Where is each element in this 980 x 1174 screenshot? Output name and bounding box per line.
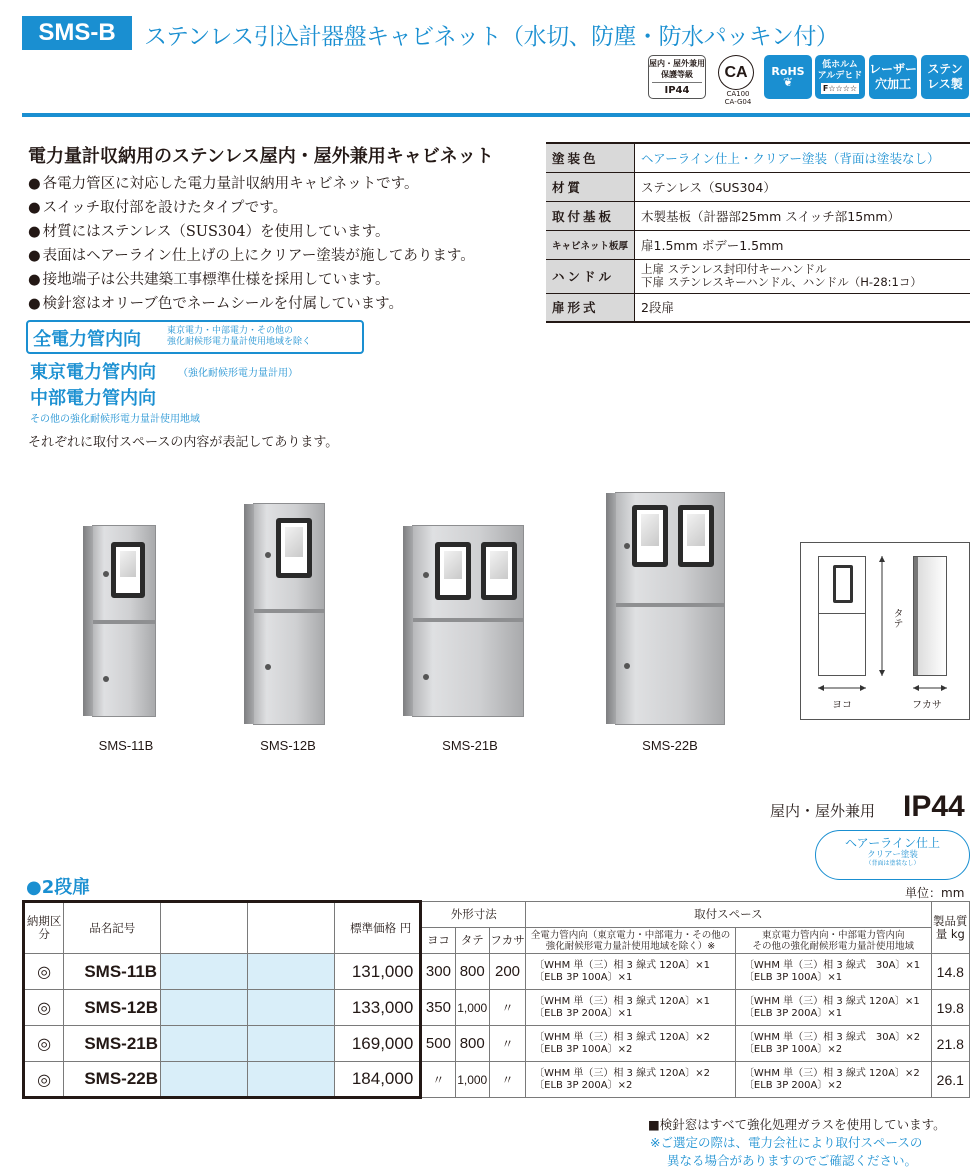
door-split — [413, 618, 523, 622]
col-space-all — [526, 928, 736, 954]
spec-key: 扉形式 — [546, 293, 635, 322]
blank-cell — [161, 990, 248, 1026]
blank-cell — [247, 1062, 334, 1098]
meter-window — [678, 505, 714, 567]
keyhole-icon — [624, 543, 630, 549]
table-row — [24, 1062, 970, 1098]
model-code: SMS-12B — [64, 990, 161, 1026]
price: 169,000 — [334, 1026, 421, 1062]
product-caption: SMS-12B — [260, 738, 316, 753]
blank-cell — [161, 954, 248, 990]
section-title: ●2段扉 — [26, 877, 91, 898]
spec-value: 扉1.5mm ボデー1.5mm — [635, 230, 970, 259]
col-space-tokyo — [735, 928, 931, 954]
delivery-mark: ◎ — [24, 1062, 64, 1098]
col-space: 取付スペース — [526, 902, 931, 928]
col-space-all-line: 強化耐候形電力量計使用地域を除く）※ — [545, 940, 716, 952]
space-line: 〔WHM 単（三）相 3 線式 120A〕×2 — [534, 1031, 710, 1043]
blank-cell — [161, 1026, 248, 1062]
formaldehyde-badge — [815, 55, 865, 99]
space-line: 〔WHM 単（三）相 3 線式 30A〕×2 — [743, 1031, 921, 1043]
cabinet-side — [403, 526, 413, 716]
spec-value — [635, 259, 970, 293]
space-all — [526, 1062, 736, 1098]
spec-value-line: 下扉 ステンレスキーハンドル、ハンドル（H-28:1コ） — [641, 275, 922, 289]
dimension-lines — [800, 542, 970, 720]
spec-value: 2段扉 — [635, 293, 970, 322]
dim-fukasa: 200 — [489, 954, 525, 990]
dim-fukasa: 〃 — [489, 990, 525, 1026]
feature-list — [28, 172, 475, 316]
door-split — [616, 603, 724, 607]
col-dims: 外形寸法 — [421, 902, 526, 928]
ca-cert-badge — [712, 55, 760, 105]
product-table — [22, 900, 970, 1099]
table-row — [24, 990, 970, 1026]
keyhole-icon — [624, 663, 630, 669]
spec-row — [546, 201, 970, 230]
space-tokyo — [735, 990, 931, 1026]
cabinet-side — [83, 526, 93, 716]
weight: 26.1 — [931, 1062, 969, 1098]
space-line: 〔WHM 単（三）相 3 線式 30A〕×1 — [743, 959, 921, 971]
col-model: 品名記号 — [64, 902, 161, 954]
ca-sub2: CA-G04 — [724, 97, 752, 106]
spec-row — [546, 143, 970, 172]
col-space-tokyo-line: 東京電力管内向・中部電力管内向 — [761, 929, 905, 941]
meter-window — [111, 542, 145, 598]
dim-yoko: 350 — [421, 990, 455, 1026]
finish-badge — [815, 830, 970, 880]
ca-sub1: CA100 — [726, 89, 750, 98]
space-line: 〔WHM 単（三）相 3 線式 120A〕×2 — [534, 1067, 710, 1079]
jurisdiction-chubu: 中部電力管内向 — [30, 388, 156, 409]
usage-label: 屋内・屋外兼用 — [770, 802, 876, 820]
stain-label-2: レス製 — [927, 77, 963, 91]
feature-item: ● スイッチ取付部を設けたタイプです。 — [28, 196, 475, 220]
rohs-label: RoHS — [771, 65, 805, 78]
dim-tate: 1,000 — [455, 990, 489, 1026]
col-space-all-line: 全電力管内向（東京電力・中部電力・その他の — [530, 929, 731, 941]
cabinet-side — [606, 493, 616, 724]
space-all — [526, 990, 736, 1026]
dim-yoko: 〃 — [421, 1062, 455, 1098]
space-tokyo — [735, 954, 931, 990]
meter-window — [276, 518, 312, 578]
meter-window — [632, 505, 668, 567]
dim-yoko: 500 — [421, 1026, 455, 1062]
space-line: 〔WHM 単（三）相 3 線式 120A〕×2 — [743, 1067, 920, 1079]
jurisdiction-all-note-line: 東京電力・中部電力・その他の — [167, 326, 294, 336]
lead-heading: 電力量計収納用のステンレス屋内・屋外兼用キャビネット — [28, 146, 494, 167]
dim-tate: 800 — [455, 1026, 489, 1062]
jurisdiction-all-note — [167, 326, 311, 348]
blank-cell — [247, 1026, 334, 1062]
keyhole-icon — [103, 571, 109, 577]
leaf-icon: ❦ — [782, 75, 794, 89]
product-image-sms-12b — [253, 503, 325, 725]
dim-tate: 1,000 — [455, 1062, 489, 1098]
dim-fukasa: 〃 — [489, 1062, 525, 1098]
ip-badge-top: 屋内・屋外兼用 — [649, 59, 705, 68]
space-tokyo — [735, 1062, 931, 1098]
delivery-mark: ◎ — [24, 990, 64, 1026]
space-line: 〔ELB 3P 200A〕×2 — [743, 1079, 843, 1091]
product-image-sms-11b — [92, 525, 156, 717]
jurisdiction-tokyo: 東京電力管内向 — [30, 362, 156, 383]
jurisdiction-all-note-line: 強化耐候形電力量計使用地域を除く — [167, 337, 312, 347]
space-line: 〔WHM 単（三）相 3 線式 120A〕×1 — [743, 995, 920, 1007]
jurisdiction-all: 全電力管内向 — [33, 329, 141, 350]
door-split — [254, 609, 324, 613]
table-row — [24, 1026, 970, 1062]
space-line: 〔ELB 3P 100A〕×1 — [743, 971, 843, 983]
spec-value: ステンレス（SUS304） — [635, 172, 970, 201]
model-code: SMS-21B — [64, 1026, 161, 1062]
feature-item: ● 検針窓はオリーブ色でネームシールを付属しています。 — [28, 292, 475, 316]
spec-key: 塗装色 — [546, 143, 635, 172]
meter-window — [481, 542, 517, 600]
keyhole-icon — [423, 674, 429, 680]
stain-label-1: ステン — [927, 62, 963, 76]
space-line: 〔ELB 3P 200A〕×2 — [534, 1079, 633, 1091]
model-code: SMS-22B — [64, 1062, 161, 1098]
col-delivery: 納期区分 — [24, 902, 64, 954]
blank-cell — [161, 1062, 248, 1098]
space-line: 〔ELB 3P 100A〕×1 — [534, 971, 633, 983]
col-tate: タテ — [455, 928, 489, 954]
dim-yoko-label: ヨコ — [832, 700, 852, 711]
price: 133,000 — [334, 990, 421, 1026]
dim-yoko: 300 — [421, 954, 455, 990]
jurisdiction-tokyo-note: （強化耐候形電力量計用） — [178, 368, 298, 379]
jurisdiction-chubu-note: その他の強化耐候形電力量計使用地域 — [30, 414, 200, 425]
space-note: それぞれに取付スペースの内容が表記してあります。 — [28, 435, 339, 450]
weight: 14.8 — [931, 954, 969, 990]
space-line: 〔ELB 3P 100A〕×2 — [534, 1043, 633, 1055]
rohs-badge — [764, 55, 812, 99]
keyhole-icon — [265, 552, 271, 558]
meter-window — [435, 542, 471, 600]
col-weight: 製品質量 kg — [931, 902, 969, 954]
laser-label-2: 穴加工 — [874, 77, 911, 91]
spec-row — [546, 259, 970, 293]
dim-tate: 800 — [455, 954, 489, 990]
space-line: 〔ELB 3P 200A〕×1 — [743, 1007, 843, 1019]
spec-key: 材質 — [546, 172, 635, 201]
space-line: 〔ELB 3P 200A〕×1 — [534, 1007, 633, 1019]
col-price: 標準価格 円 — [334, 902, 421, 954]
blank-cell — [247, 954, 334, 990]
stainless-badge — [921, 55, 969, 99]
laser-drilled-badge — [869, 55, 917, 99]
product-image-sms-22b — [615, 492, 725, 725]
finish-line-1: ヘアーライン仕上 — [845, 836, 940, 850]
header-divider — [22, 113, 970, 117]
spec-key: 取付基板 — [546, 201, 635, 230]
spec-value: ヘアーライン仕上・クリアー塗装（背面は塗装なし） — [635, 143, 970, 172]
door-split — [93, 620, 155, 624]
weight: 21.8 — [931, 1026, 969, 1062]
table-header-row — [24, 902, 970, 928]
unit-label: 単位：mm — [905, 886, 965, 900]
product-image-sms-21b — [412, 525, 524, 717]
cabinet-side — [244, 504, 254, 724]
footnote-glass: ■検針窓はすべて強化処理ガラスを使用しています。 — [648, 1117, 946, 1132]
footnote-selection-cont: 異なる場合がありますのでご確認ください。 — [667, 1153, 918, 1168]
spec-value: 木製基板（計器部25mm スイッチ部15mm） — [635, 201, 970, 230]
blank-cell — [247, 990, 334, 1026]
space-all — [526, 1026, 736, 1062]
feature-item: ● 接地端子は公共建築工事標準仕様を採用しています。 — [28, 268, 475, 292]
feature-item: ● 材質にはステンレス（SUS304）を使用しています。 — [28, 220, 475, 244]
keyhole-icon — [423, 572, 429, 578]
product-caption: SMS-22B — [642, 738, 698, 753]
ip44-badge — [648, 55, 706, 99]
delivery-mark: ◎ — [24, 954, 64, 990]
keyhole-icon — [103, 676, 109, 682]
form-label-1: 低ホルム — [822, 60, 858, 70]
keyhole-icon — [265, 664, 271, 670]
col-yoko: ヨコ — [421, 928, 455, 954]
feature-item: ● 各電力管区に対応した電力量計収納用キャビネットです。 — [28, 172, 475, 196]
table-row — [24, 954, 970, 990]
dim-fukasa-label: フカサ — [912, 700, 942, 711]
spec-row — [546, 230, 970, 259]
space-line: 〔WHM 単（三）相 3 線式 120A〕×1 — [534, 959, 710, 971]
col-blank — [161, 902, 248, 954]
spec-row — [546, 293, 970, 322]
dim-fukasa: 〃 — [489, 1026, 525, 1062]
model-code: SMS-11B — [64, 954, 161, 990]
space-line: 〔WHM 単（三）相 3 線式 120A〕×1 — [534, 995, 710, 1007]
product-series-code: SMS-B — [22, 16, 132, 50]
ip-badge-mid: 保護等級 — [661, 70, 693, 79]
finish-line-2: クリアー塗装 — [867, 850, 918, 860]
ca-mark-icon: CA — [718, 55, 754, 90]
space-line: 〔ELB 3P 100A〕×2 — [743, 1043, 843, 1055]
price: 131,000 — [334, 954, 421, 990]
footnote-selection: ※ご選定の際は、電力会社により取付スペースの — [650, 1135, 923, 1150]
product-caption: SMS-21B — [442, 738, 498, 753]
spec-row — [546, 172, 970, 201]
form-label-3: F☆☆☆☆ — [822, 84, 858, 93]
weight: 19.8 — [931, 990, 969, 1026]
product-caption: SMS-11B — [98, 738, 154, 753]
col-space-tokyo-line: その他の強化耐候形電力量計使用地域 — [752, 940, 914, 952]
dim-tate-label: タテ — [891, 608, 902, 628]
spec-table — [546, 142, 970, 323]
ip-badge-value: IP44 — [652, 82, 702, 96]
space-tokyo — [735, 1026, 931, 1062]
price: 184,000 — [334, 1062, 421, 1098]
spec-key: キャビネット板厚 — [546, 230, 635, 259]
laser-label-1: レーザー — [869, 62, 918, 76]
col-fukasa: フカサ — [489, 928, 525, 954]
spec-key: ハンドル — [546, 259, 635, 293]
ip-rating: IP44 — [903, 790, 965, 823]
page-title: ステンレス引込計器盤キャビネット（水切、防塵・防水パッキン付） — [144, 24, 839, 50]
space-all — [526, 954, 736, 990]
delivery-mark: ◎ — [24, 1026, 64, 1062]
finish-line-3: （背面は塗装なし） — [865, 860, 920, 867]
form-label-2: アルデヒド — [817, 71, 863, 81]
feature-item: ● 表面はヘアーライン仕上げの上にクリアー塗装が施してあります。 — [28, 244, 475, 268]
col-blank — [247, 902, 334, 954]
spec-value-line: 上扉 ステンレス封印付キーハンドル — [641, 262, 827, 276]
